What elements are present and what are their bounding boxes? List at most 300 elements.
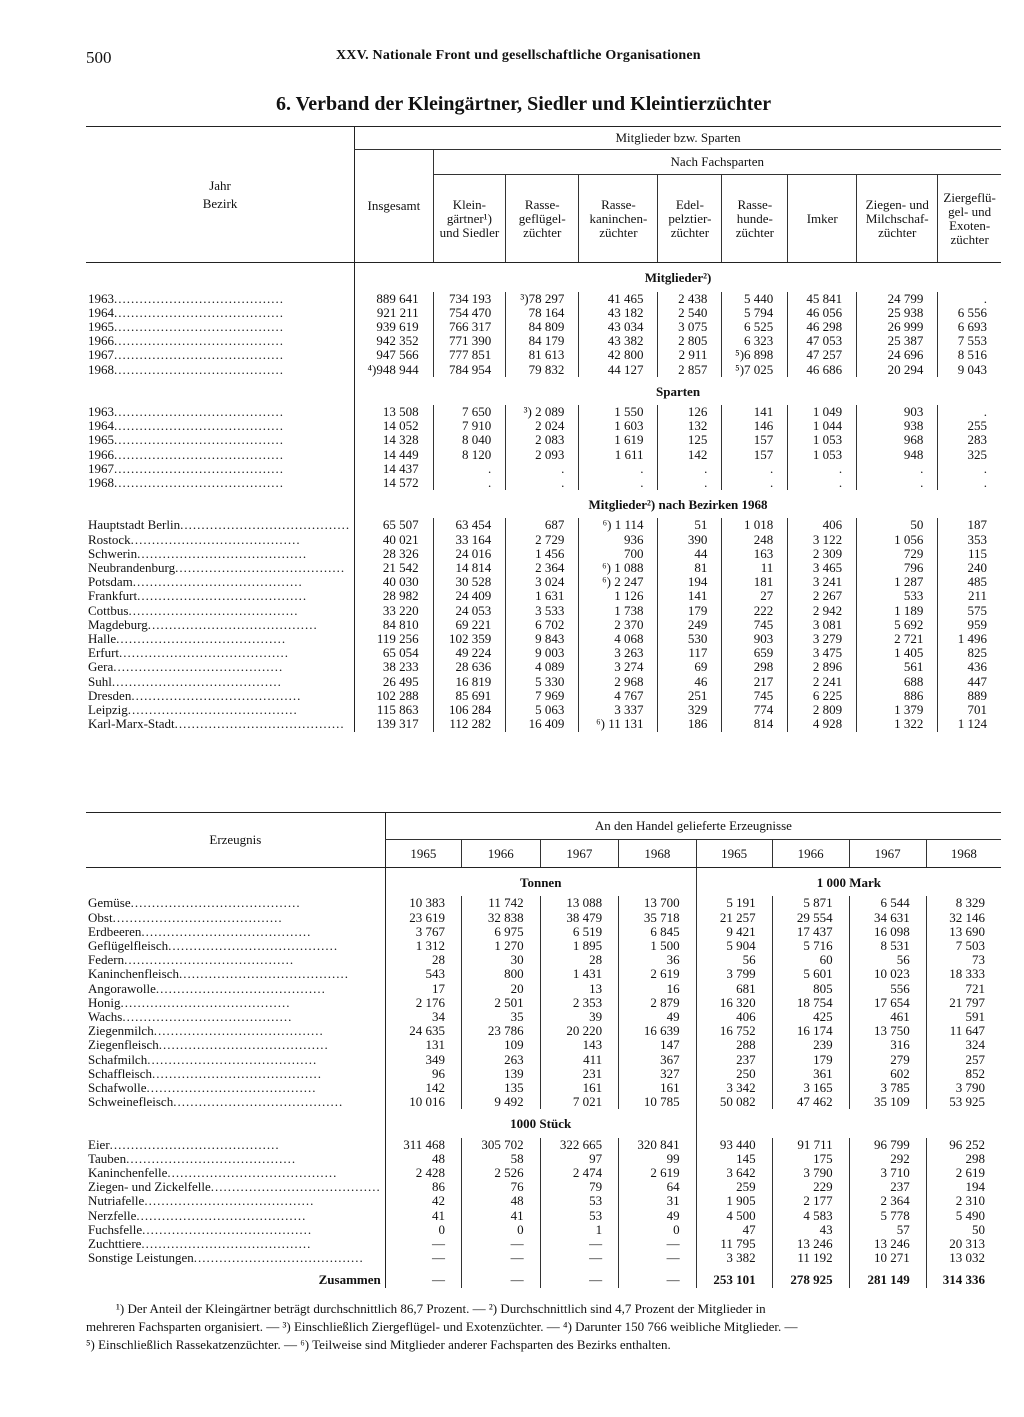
table-cell: 239 bbox=[772, 1038, 849, 1052]
table-cell: 163 bbox=[722, 547, 788, 561]
row-label-text: Magdeburg bbox=[88, 616, 148, 632]
table-cell: . bbox=[658, 462, 722, 476]
table-row bbox=[86, 996, 1001, 1010]
table-cell: 57 bbox=[849, 1223, 926, 1237]
table-cell: 889 bbox=[938, 689, 1001, 703]
leader-dots: ........................................ bbox=[111, 674, 282, 689]
table-cell: 4 500 bbox=[696, 1209, 772, 1223]
row-label-text: Schafmilch bbox=[88, 1051, 148, 1067]
leader-dots: ........................................ bbox=[114, 291, 284, 306]
table-cell: . bbox=[433, 462, 506, 476]
leader-dots: ........................................ bbox=[167, 1166, 338, 1181]
leader-dots: ........................................ bbox=[114, 305, 284, 320]
table-cell: 47 462 bbox=[772, 1095, 849, 1109]
table-row bbox=[86, 1209, 1001, 1223]
table-cell: 292 bbox=[849, 1152, 926, 1166]
table-cell: 2 619 bbox=[926, 1166, 1001, 1180]
leader-dots: ........................................ bbox=[114, 476, 284, 491]
table-cell: 231 bbox=[540, 1067, 619, 1081]
row-label bbox=[86, 1095, 385, 1109]
table-cell: 237 bbox=[696, 1053, 772, 1067]
table-cell: 24 696 bbox=[857, 348, 938, 362]
table-cell: 9 043 bbox=[938, 363, 1001, 377]
table-cell: 91 711 bbox=[772, 1138, 849, 1152]
table-cell: 131 bbox=[385, 1038, 461, 1052]
table-cell: 1 124 bbox=[938, 717, 1001, 731]
table-cell: 76 bbox=[462, 1180, 541, 1194]
row-label-text: Obst bbox=[88, 909, 113, 925]
table-cell: 194 bbox=[926, 1180, 1001, 1194]
table-row bbox=[86, 405, 1001, 419]
row-label-text: Honig bbox=[88, 994, 121, 1010]
table-row bbox=[86, 646, 1001, 660]
products-table bbox=[86, 812, 1001, 1288]
table-cell: 16 098 bbox=[849, 925, 926, 939]
table-cell: 97 bbox=[540, 1152, 619, 1166]
table-cell: 3 122 bbox=[788, 533, 857, 547]
year-header-1: 1966 bbox=[462, 840, 541, 868]
table-cell: . bbox=[857, 476, 938, 490]
table-cell: ⁵)7 025 bbox=[722, 363, 788, 377]
table-cell: 2 310 bbox=[926, 1194, 1001, 1208]
table-row bbox=[86, 1237, 1001, 1251]
row-label-text: Wachs bbox=[88, 1009, 123, 1025]
row-label bbox=[86, 1067, 385, 1081]
table-cell: 6 323 bbox=[722, 334, 788, 348]
table-cell: 2 428 bbox=[385, 1166, 461, 1180]
table-row bbox=[86, 1095, 1001, 1109]
leader-dots: ........................................ bbox=[155, 981, 326, 996]
table-cell: 32 146 bbox=[926, 911, 1001, 925]
table-cell: 2 619 bbox=[619, 1166, 697, 1180]
table-cell: 2 267 bbox=[788, 589, 857, 603]
table-cell: 23 619 bbox=[385, 911, 461, 925]
table-row bbox=[86, 363, 1001, 377]
row-label bbox=[86, 1024, 385, 1038]
row-label bbox=[86, 1209, 385, 1223]
table-cell: 11 192 bbox=[772, 1251, 849, 1265]
table-cell: 4 928 bbox=[788, 717, 857, 731]
table-cell: 34 bbox=[385, 1010, 461, 1024]
table-cell: 16 819 bbox=[433, 675, 506, 689]
table-row bbox=[86, 547, 1001, 561]
table-cell: 2 364 bbox=[506, 561, 579, 575]
table-cell: 18 333 bbox=[926, 967, 1001, 981]
table-cell: 141 bbox=[722, 405, 788, 419]
table-cell: 49 bbox=[619, 1010, 697, 1024]
table-cell: 40 021 bbox=[355, 533, 434, 547]
table-cell: 745 bbox=[722, 618, 788, 632]
table-cell: 316 bbox=[849, 1038, 926, 1052]
row-label bbox=[86, 1053, 385, 1067]
running-head: XXV. Nationale Front und gesellschaftliche Organisationen bbox=[336, 48, 701, 63]
table-cell: 2 370 bbox=[579, 618, 658, 632]
table-cell: 65 507 bbox=[355, 518, 434, 532]
table-cell: 21 542 bbox=[355, 561, 434, 575]
footnotes bbox=[86, 1300, 1011, 1354]
table-row bbox=[86, 925, 1001, 939]
table-cell: 24 635 bbox=[385, 1024, 461, 1038]
table-cell: 187 bbox=[938, 518, 1001, 532]
table-cell: 28 982 bbox=[355, 589, 434, 603]
table-cell: . bbox=[658, 476, 722, 490]
table-row bbox=[86, 675, 1001, 689]
table-cell: 5 794 bbox=[722, 306, 788, 320]
table-cell: 1 bbox=[540, 1223, 619, 1237]
table-cell: 35 718 bbox=[619, 911, 697, 925]
table-cell: 10 383 bbox=[385, 896, 461, 910]
table-cell: 3 710 bbox=[849, 1166, 926, 1180]
table-cell: 222 bbox=[722, 604, 788, 618]
row-label-text: Tauben bbox=[88, 1150, 127, 1166]
table-cell: 6 845 bbox=[619, 925, 697, 939]
table-cell: ⁵)6 898 bbox=[722, 348, 788, 362]
table-cell: 2 353 bbox=[540, 996, 619, 1010]
table-cell: 255 bbox=[938, 419, 1001, 433]
table-cell: 322 665 bbox=[540, 1138, 619, 1152]
table-cell: — bbox=[385, 1237, 461, 1251]
row-label-text: Ziegenfleisch bbox=[88, 1037, 159, 1053]
table-cell: 16 409 bbox=[506, 717, 579, 731]
row-label-text: Erfurt bbox=[88, 645, 120, 661]
leader-dots: ........................................ bbox=[114, 447, 284, 462]
table-cell: 2 364 bbox=[849, 1194, 926, 1208]
table-row bbox=[86, 292, 1001, 306]
table-row bbox=[86, 1038, 1001, 1052]
table-cell: 10 023 bbox=[849, 967, 926, 981]
table-cell: 4 068 bbox=[579, 632, 658, 646]
table-cell: 175 bbox=[772, 1152, 849, 1166]
table-cell: 766 317 bbox=[433, 320, 506, 334]
group-header-2: An den Handel gelieferte Erzeugnisse bbox=[385, 813, 1001, 840]
table-cell: 1 905 bbox=[696, 1194, 772, 1208]
table-cell: . bbox=[506, 462, 579, 476]
table-cell: 1 895 bbox=[540, 939, 619, 953]
table-row bbox=[86, 660, 1001, 674]
table-cell: 96 252 bbox=[926, 1138, 1001, 1152]
table-cell: 56 bbox=[696, 953, 772, 967]
table-cell: 796 bbox=[857, 561, 938, 575]
table-cell: 28 636 bbox=[433, 660, 506, 674]
table-cell: 50 bbox=[926, 1223, 1001, 1237]
row-label bbox=[86, 660, 355, 674]
table-cell: — bbox=[619, 1237, 697, 1251]
table-cell: 436 bbox=[938, 660, 1001, 674]
row-label-text: Angorawolle bbox=[88, 980, 156, 996]
table-cell: 11 795 bbox=[696, 1237, 772, 1251]
table-cell: 49 bbox=[619, 1209, 697, 1223]
row-label bbox=[86, 306, 355, 320]
row-label-text: 1966 bbox=[88, 446, 114, 462]
unit-stueck: 1000 Stück bbox=[385, 1109, 696, 1137]
row-label bbox=[86, 476, 355, 490]
table-cell: 30 bbox=[462, 953, 541, 967]
table-cell: 41 bbox=[385, 1209, 461, 1223]
row-label-text: Rostock bbox=[88, 531, 131, 547]
table-cell: — bbox=[540, 1237, 619, 1251]
table-cell: 8 120 bbox=[433, 448, 506, 462]
spacer bbox=[86, 490, 355, 518]
table-cell: ³) 2 089 bbox=[506, 405, 579, 419]
spacer bbox=[86, 377, 355, 405]
table-cell: 43 034 bbox=[579, 320, 658, 334]
table-row bbox=[86, 306, 1001, 320]
row-label bbox=[86, 1081, 385, 1095]
table-cell: 26 999 bbox=[857, 320, 938, 334]
row-label bbox=[86, 967, 385, 981]
table-cell: 161 bbox=[619, 1081, 697, 1095]
total-cell: — bbox=[385, 1265, 461, 1287]
leader-dots: ........................................ bbox=[119, 646, 290, 661]
table-cell: 4 767 bbox=[579, 689, 658, 703]
table-cell: 1 044 bbox=[788, 419, 857, 433]
table-cell: 42 800 bbox=[579, 348, 658, 362]
leader-dots: ........................................ bbox=[137, 589, 308, 604]
table-cell: 7 969 bbox=[506, 689, 579, 703]
table-row bbox=[86, 618, 1001, 632]
row-label bbox=[86, 953, 385, 967]
table-cell: 56 bbox=[849, 953, 926, 967]
table-cell: 406 bbox=[788, 518, 857, 532]
row-label-text: 1963 bbox=[88, 290, 114, 306]
table-cell: 21 797 bbox=[926, 996, 1001, 1010]
table-cell: 1 619 bbox=[579, 433, 658, 447]
row-label bbox=[86, 982, 385, 996]
table-cell: 3 342 bbox=[696, 1081, 772, 1095]
table-cell: 17 654 bbox=[849, 996, 926, 1010]
table-cell: 3 337 bbox=[579, 703, 658, 717]
table-cell: 2 241 bbox=[788, 675, 857, 689]
table-row bbox=[86, 953, 1001, 967]
table-cell: 63 454 bbox=[433, 518, 506, 532]
table-cell: 48 bbox=[385, 1152, 461, 1166]
row-label bbox=[86, 717, 355, 731]
table-cell: 2 526 bbox=[462, 1166, 541, 1180]
table-cell: 69 221 bbox=[433, 618, 506, 632]
table-cell: 3 081 bbox=[788, 618, 857, 632]
table-cell: 889 641 bbox=[355, 292, 434, 306]
table-cell: 968 bbox=[857, 433, 938, 447]
table-cell: 28 326 bbox=[355, 547, 434, 561]
table-cell: 13 088 bbox=[540, 896, 619, 910]
leader-dots: ........................................ bbox=[114, 334, 284, 349]
row-label-text: Kaninchenfleisch bbox=[88, 966, 179, 982]
table-cell: 42 bbox=[385, 1194, 461, 1208]
table-row bbox=[86, 1010, 1001, 1024]
table-row bbox=[86, 1067, 1001, 1081]
row-label-text: Schwerin bbox=[88, 545, 138, 561]
row-label bbox=[86, 320, 355, 334]
table-row bbox=[86, 1180, 1001, 1194]
row-label bbox=[86, 632, 355, 646]
row-label bbox=[86, 448, 355, 462]
table-row bbox=[86, 1194, 1001, 1208]
table-cell: 96 bbox=[385, 1067, 461, 1081]
table-cell: 2 721 bbox=[857, 632, 938, 646]
table-cell: 5 063 bbox=[506, 703, 579, 717]
row-label-text: Ziegen- und Zickelfelle bbox=[88, 1179, 211, 1195]
table-row bbox=[86, 604, 1001, 618]
table-cell: 46 686 bbox=[788, 363, 857, 377]
row-label bbox=[86, 1251, 385, 1265]
table-cell: 6 556 bbox=[938, 306, 1001, 320]
row-label-text: Eier bbox=[88, 1136, 110, 1152]
table-cell: 7 910 bbox=[433, 419, 506, 433]
table-cell: 921 211 bbox=[355, 306, 434, 320]
table-cell: 43 bbox=[772, 1223, 849, 1237]
table-cell: 115 863 bbox=[355, 703, 434, 717]
leader-dots: ........................................ bbox=[128, 603, 299, 618]
table-cell: 2 809 bbox=[788, 703, 857, 717]
row-label bbox=[86, 292, 355, 306]
table-cell: 6 525 bbox=[722, 320, 788, 334]
table-cell: 229 bbox=[772, 1180, 849, 1194]
table-cell: 2 024 bbox=[506, 419, 579, 433]
table-cell: 367 bbox=[619, 1053, 697, 1067]
leader-dots: ........................................ bbox=[168, 939, 339, 954]
table-cell: 485 bbox=[938, 575, 1001, 589]
table-row bbox=[86, 911, 1001, 925]
row-label bbox=[86, 1138, 385, 1152]
table-cell: 6 702 bbox=[506, 618, 579, 632]
row-label-text: Dresden bbox=[88, 687, 132, 703]
table-cell: 2 942 bbox=[788, 604, 857, 618]
row-label-text: Cottbus bbox=[88, 602, 129, 618]
table-cell: 425 bbox=[772, 1010, 849, 1024]
table-cell: 250 bbox=[696, 1067, 772, 1081]
unit-tonnen: Tonnen bbox=[385, 868, 696, 897]
table-cell: 556 bbox=[849, 982, 926, 996]
table-cell: 288 bbox=[696, 1038, 772, 1052]
section-heading: Sparten bbox=[355, 377, 1001, 405]
table-cell: 20 313 bbox=[926, 1237, 1001, 1251]
table-cell: 161 bbox=[540, 1081, 619, 1095]
table-cell: 1 287 bbox=[857, 575, 938, 589]
table-cell: 3 475 bbox=[788, 646, 857, 660]
table-cell: 734 193 bbox=[433, 292, 506, 306]
table-cell: 903 bbox=[722, 632, 788, 646]
table-cell: 13 246 bbox=[772, 1237, 849, 1251]
spacer bbox=[696, 1109, 1001, 1137]
leader-dots: ........................................ bbox=[137, 546, 308, 561]
table-cell: 681 bbox=[696, 982, 772, 996]
row-label bbox=[86, 405, 355, 419]
table-cell: 886 bbox=[857, 689, 938, 703]
table-cell: 13 700 bbox=[619, 896, 697, 910]
table-cell: . bbox=[857, 462, 938, 476]
col-header-8: Ziergeflü- gel- und Exoten- züchter bbox=[938, 175, 1001, 263]
leader-dots: ........................................ bbox=[122, 1010, 293, 1025]
row-label bbox=[86, 1223, 385, 1237]
table-cell: 28 bbox=[385, 953, 461, 967]
table-cell: 217 bbox=[722, 675, 788, 689]
row-label-text: Hauptstadt Berlin bbox=[88, 517, 181, 533]
table-cell: 53 925 bbox=[926, 1095, 1001, 1109]
table-cell: 46 bbox=[658, 675, 722, 689]
table-cell: 35 bbox=[462, 1010, 541, 1024]
table-cell: 11 742 bbox=[462, 896, 541, 910]
table-cell: 141 bbox=[658, 589, 722, 603]
table-cell: 5 904 bbox=[696, 939, 772, 953]
table-cell: ⁶) 1 088 bbox=[579, 561, 658, 575]
table-cell: 2 309 bbox=[788, 547, 857, 561]
col-header-3: Rasse- kaninchen- züchter bbox=[579, 175, 658, 263]
table-cell: 1 431 bbox=[540, 967, 619, 981]
leader-dots: ........................................ bbox=[124, 953, 295, 968]
table-cell: 125 bbox=[658, 433, 722, 447]
table-cell: 10 016 bbox=[385, 1095, 461, 1109]
table-cell: . bbox=[788, 462, 857, 476]
table-cell: 3 642 bbox=[696, 1166, 772, 1180]
leader-dots: ........................................ bbox=[114, 362, 284, 377]
table-cell: 25 938 bbox=[857, 306, 938, 320]
table-cell: 9 003 bbox=[506, 646, 579, 660]
leader-dots: ........................................ bbox=[120, 995, 291, 1010]
table-cell: 9 492 bbox=[462, 1095, 541, 1109]
table-cell: 2 540 bbox=[658, 306, 722, 320]
row-label bbox=[86, 348, 355, 362]
table-cell: 3 785 bbox=[849, 1081, 926, 1095]
row-label-text: Sonstige Leistungen bbox=[88, 1250, 194, 1266]
leader-dots: ........................................ bbox=[193, 1251, 364, 1266]
row-label bbox=[86, 996, 385, 1010]
table-cell: 257 bbox=[926, 1053, 1001, 1067]
table-cell: 13 508 bbox=[355, 405, 434, 419]
table-cell: 17 437 bbox=[772, 925, 849, 939]
table-cell: 7 503 bbox=[926, 939, 1001, 953]
spacer bbox=[86, 263, 355, 292]
row-label-text: Frankfurt bbox=[88, 588, 138, 604]
table-cell: 9 421 bbox=[696, 925, 772, 939]
table-row bbox=[86, 632, 1001, 646]
table-row bbox=[86, 518, 1001, 532]
table-cell: 145 bbox=[696, 1152, 772, 1166]
table-cell: 251 bbox=[658, 689, 722, 703]
table-cell: 147 bbox=[619, 1038, 697, 1052]
table-cell: 112 282 bbox=[433, 717, 506, 731]
table-cell: 938 bbox=[857, 419, 938, 433]
table-cell: 2 177 bbox=[772, 1194, 849, 1208]
leader-dots: ........................................ bbox=[152, 1066, 323, 1081]
table-cell: 6 519 bbox=[540, 925, 619, 939]
row-label bbox=[86, 1237, 385, 1251]
table-row bbox=[86, 533, 1001, 547]
table-cell: 240 bbox=[938, 561, 1001, 575]
table-cell: 2 911 bbox=[658, 348, 722, 362]
table-cell: 777 851 bbox=[433, 348, 506, 362]
table-cell: 45 841 bbox=[788, 292, 857, 306]
table-cell: 903 bbox=[857, 405, 938, 419]
row-label bbox=[86, 363, 355, 377]
table-row bbox=[86, 462, 1001, 476]
table-cell: 36 bbox=[619, 953, 697, 967]
leader-dots: ........................................ bbox=[174, 717, 345, 732]
table-cell: 2 896 bbox=[788, 660, 857, 674]
table-cell: 1 049 bbox=[788, 405, 857, 419]
table-cell: 16 752 bbox=[696, 1024, 772, 1038]
row-label bbox=[86, 575, 355, 589]
row-label bbox=[86, 703, 355, 717]
table-cell: 2 968 bbox=[579, 675, 658, 689]
table-cell: 263 bbox=[462, 1053, 541, 1067]
table-cell: 3 024 bbox=[506, 575, 579, 589]
table-cell: 447 bbox=[938, 675, 1001, 689]
table-cell: . bbox=[938, 292, 1001, 306]
leader-dots: ........................................ bbox=[114, 461, 284, 476]
col-header-1: Klein- gärtner¹) und Siedler bbox=[433, 175, 506, 263]
table-cell: 33 164 bbox=[433, 533, 506, 547]
table-cell: . bbox=[938, 405, 1001, 419]
